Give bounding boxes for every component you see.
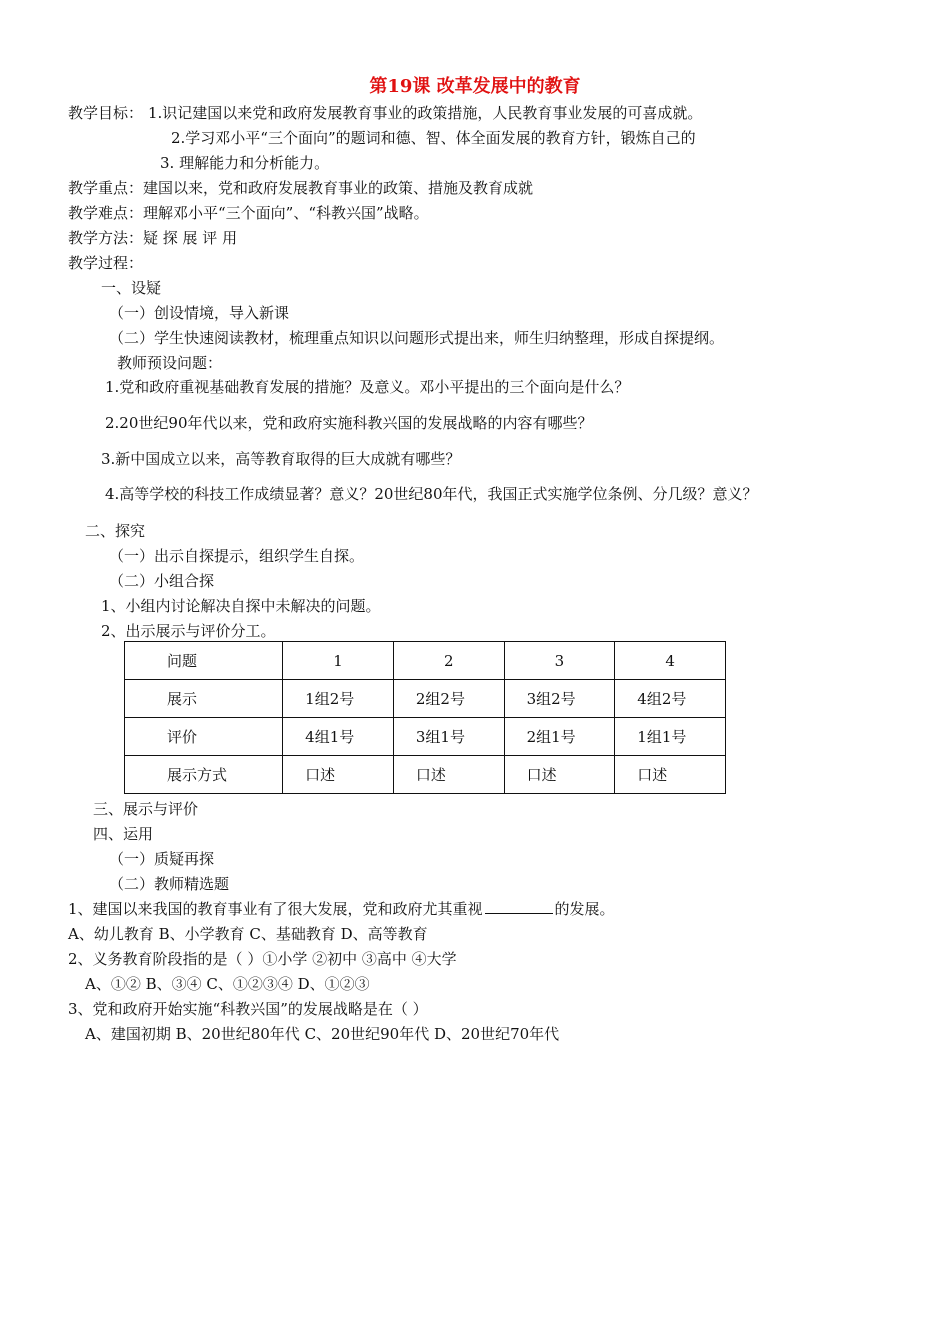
section2-item2: 2、出示展示与评价分工。 [101,622,276,640]
exercise-1-text: 1、建国以来我国的教育事业有了很大发展，党和政府尤其重视 [68,900,483,918]
section2-sub1: （一）出示自探提示，组织学生自探。 [109,547,365,565]
section4-sub2: （二）教师精选题 [109,875,230,893]
section2-item1: 1、小组内讨论解决自探中未解决的问题。 [101,597,381,615]
goal-item-2: 2.学习邓小平“三个面向”的题词和德、智、体全面发展的教育方针，锻炼自己的 [171,129,696,147]
table-cell: 展示方式 [125,756,283,794]
process-label: 教学过程： [68,254,144,272]
section1-sub1: （一）创设情境，导入新课 [109,304,290,322]
table-cell: 口述 [283,756,394,794]
answer-blank [485,899,553,914]
section3-heading: 三、展示与评价 [93,800,199,818]
table-cell: 4组2号 [615,680,726,718]
table-row [125,718,726,756]
goal-item-1: 1.识记建国以来党和政府发展教育事业的政策措施，人民教育事业发展的可喜成就。 [148,104,703,122]
goals-label: 教学目标： [68,104,144,122]
table-cell: 口述 [393,756,504,794]
section1-sub2: （二）学生快速阅读教材，梳理重点知识以问题形式提出来，师生归纳整理，形成自探提纲。 [109,329,725,347]
table-cell: 3组1号 [393,718,504,756]
table-row [125,642,726,680]
table-cell: 2组2号 [393,680,504,718]
difficulty: 教学难点：理解邓小平“三个面向”、“科教兴国”战略。 [68,204,429,222]
exercise-1-options: A、幼儿教育 B、小学教育 C、基础教育 D、高等教育 [68,925,428,943]
assignment-table [124,641,726,794]
table-cell: 2 [393,642,504,680]
table-row [125,680,726,718]
table-cell: 问题 [125,642,283,680]
section4-sub1: （一）质疑再探 [109,850,215,868]
table-cell: 1组2号 [283,680,394,718]
table-cell: 2组1号 [504,718,615,756]
question-3: 3.新中国成立以来，高等教育取得的巨大成就有哪些？ [101,450,461,468]
exercise-1 [68,899,615,919]
table-cell: 口述 [615,756,726,794]
table-cell: 1 [283,642,394,680]
exercise-3: 3、党和政府开始实施“科教兴国”的发展战略是在（ ） [68,1000,428,1018]
section4-heading: 四、运用 [93,825,154,843]
table-cell: 3组2号 [504,680,615,718]
question-2: 2.20世纪90年代以来，党和政府实施科教兴国的发展战略的内容有哪些？ [105,414,593,432]
page-title: 第19课 改革发展中的教育 [369,76,581,97]
question-1: 1.党和政府重视基础教育发展的措施？及意义。邓小平提出的三个面向是什么？ [105,378,630,396]
exercise-2-options: A、①② B、③④ C、①②③④ D、①②③ [85,975,370,993]
preset-label: 教师预设问题： [117,354,223,372]
question-4: 4.高等学校的科技工作成绩显著？意义？20世纪80年代，我国正式实施学位条例、分几级？意义？ [105,485,758,503]
section1-heading: 一、设疑 [101,279,162,297]
goal-item-3: 3. 理解能力和分析能力。 [160,154,330,172]
table-cell: 口述 [504,756,615,794]
table-cell: 评价 [125,718,283,756]
key-point: 教学重点：建国以来，党和政府发展教育事业的政策、措施及教育成就 [68,179,534,197]
section2-sub2: （二）小组合探 [109,572,215,590]
table-cell: 3 [504,642,615,680]
table-row [125,756,726,794]
table-cell: 1组1号 [615,718,726,756]
table-cell: 4组1号 [283,718,394,756]
method: 教学方法：疑 探 展 评 用 [68,229,238,247]
table-cell: 4 [615,642,726,680]
exercise-3-options: A、建国初期 B、20世纪80年代 C、20世纪90年代 D、20世纪70年代 [85,1025,560,1043]
table-cell: 展示 [125,680,283,718]
section2-heading: 二、探究 [85,522,146,540]
exercise-2: 2、义务教育阶段指的是（ ）①小学 ②初中 ③高中 ④大学 [68,950,457,968]
exercise-1-text-end: 的发展。 [554,900,615,918]
